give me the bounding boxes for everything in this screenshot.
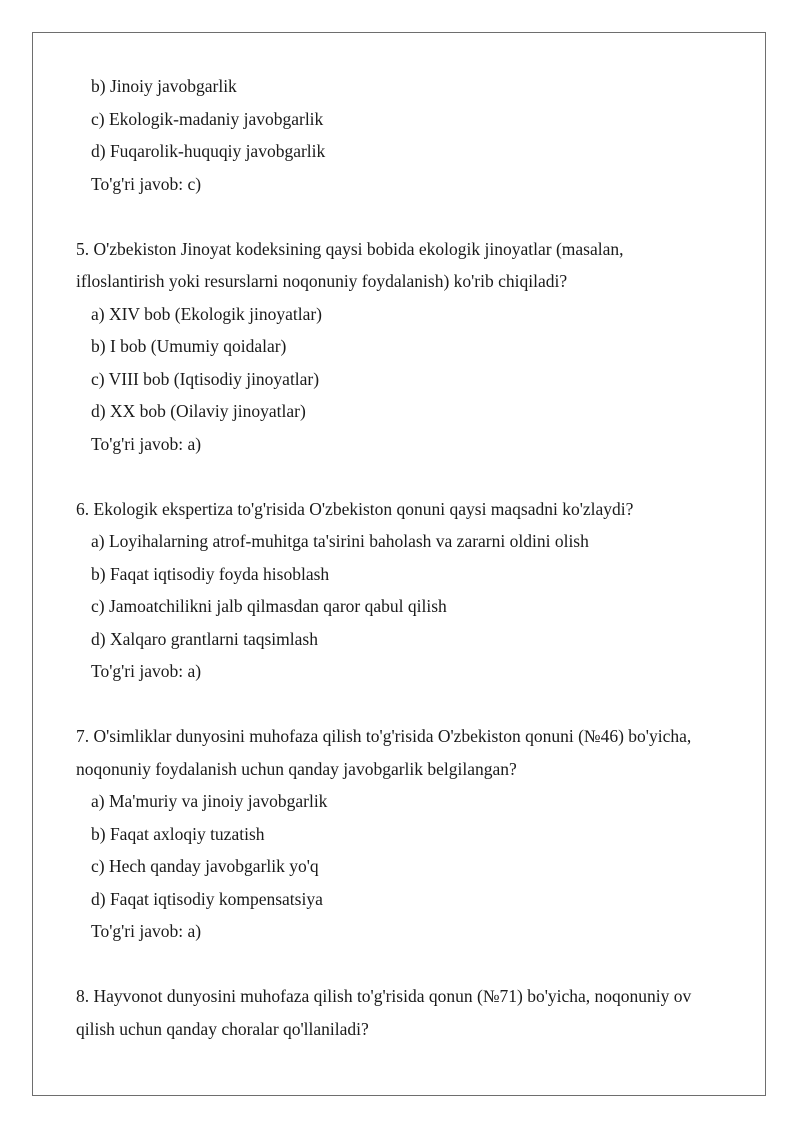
correct-answer: To'g'ri javob: a) [91,433,202,454]
option-d: d) Fuqarolik-huquqiy javobgarlik [91,141,326,161]
spacer [76,460,756,493]
question-text-line: 5. O'zbekiston Jinoyat kodeksining qaysi bobida ekologik jinoyatlar (masalan, [76,238,624,259]
question-text-line: qilish uchun qanday choralar qo'llaniladi? [76,1018,369,1039]
option-c: c) Ekologik-madaniy javobgarlik [91,108,324,129]
question-text-line: noqonuniy foydalanish uchun qanday javobgarlik belgilangan? [76,758,517,779]
question-text-line: 7. O'simliklar dunyosini muhofaza qilish to'g'risida O'zbekiston qonuni (№46) bo'yicha, [76,726,692,746]
spacer [76,948,756,981]
question-text-line: 6. Ekologik ekspertiza to'g'risida O'zbekiston qonuni qaysi maqsadni ko'zlaydi? [76,498,634,519]
option-b: b) Faqat iqtisodiy foyda hisoblash [91,563,330,584]
question-8 [76,980,756,1045]
option-b: b) I bob (Umumiy qoidalar) [91,336,287,356]
option-a: a) Ma'muriy va jinoiy javobgarlik [91,791,328,811]
option-c: c) Hech qanday javobgarlik yo'q [91,856,319,876]
option-c: c) Jamoatchilikni jalb qilmasdan qaror qabul qilish [91,596,447,616]
option-c: c) VIII bob (Iqtisodiy jinoyatlar) [91,368,320,389]
correct-answer: To'g'ri javob: c) [91,173,202,194]
question-text-line: ifloslantirish yoki resurslarni noqonuniy foydalanish) ko'rib chiqiladi? [76,271,568,291]
option-b: b) Jinoiy javobgarlik [91,76,237,96]
spacer [76,688,756,721]
correct-answer: To'g'ri javob: a) [91,661,202,681]
option-d: d) Faqat iqtisodiy kompensatsiya [91,888,323,909]
option-b: b) Faqat axloqiy tuzatish [91,823,265,844]
question-6 [76,493,756,688]
question-7 [76,720,756,948]
option-a: a) Loyihalarning atrof-muhitga ta'sirini baholash va zararni oldini olish [91,531,589,551]
option-a: a) XIV bob (Ekologik jinoyatlar) [91,303,323,324]
document-body [76,70,756,1045]
option-d: d) Xalqaro grantlarni taqsimlash [91,628,318,649]
question-4-continuation [76,70,756,200]
question-5 [76,233,756,461]
correct-answer: To'g'ri javob: a) [91,921,202,941]
option-d: d) XX bob (Oilaviy jinoyatlar) [91,401,306,421]
spacer [76,200,756,233]
question-text-line: 8. Hayvonot dunyosini muhofaza qilish to'g'risida qonun (№71) bo'yicha, noqonuniy ov [76,986,692,1006]
